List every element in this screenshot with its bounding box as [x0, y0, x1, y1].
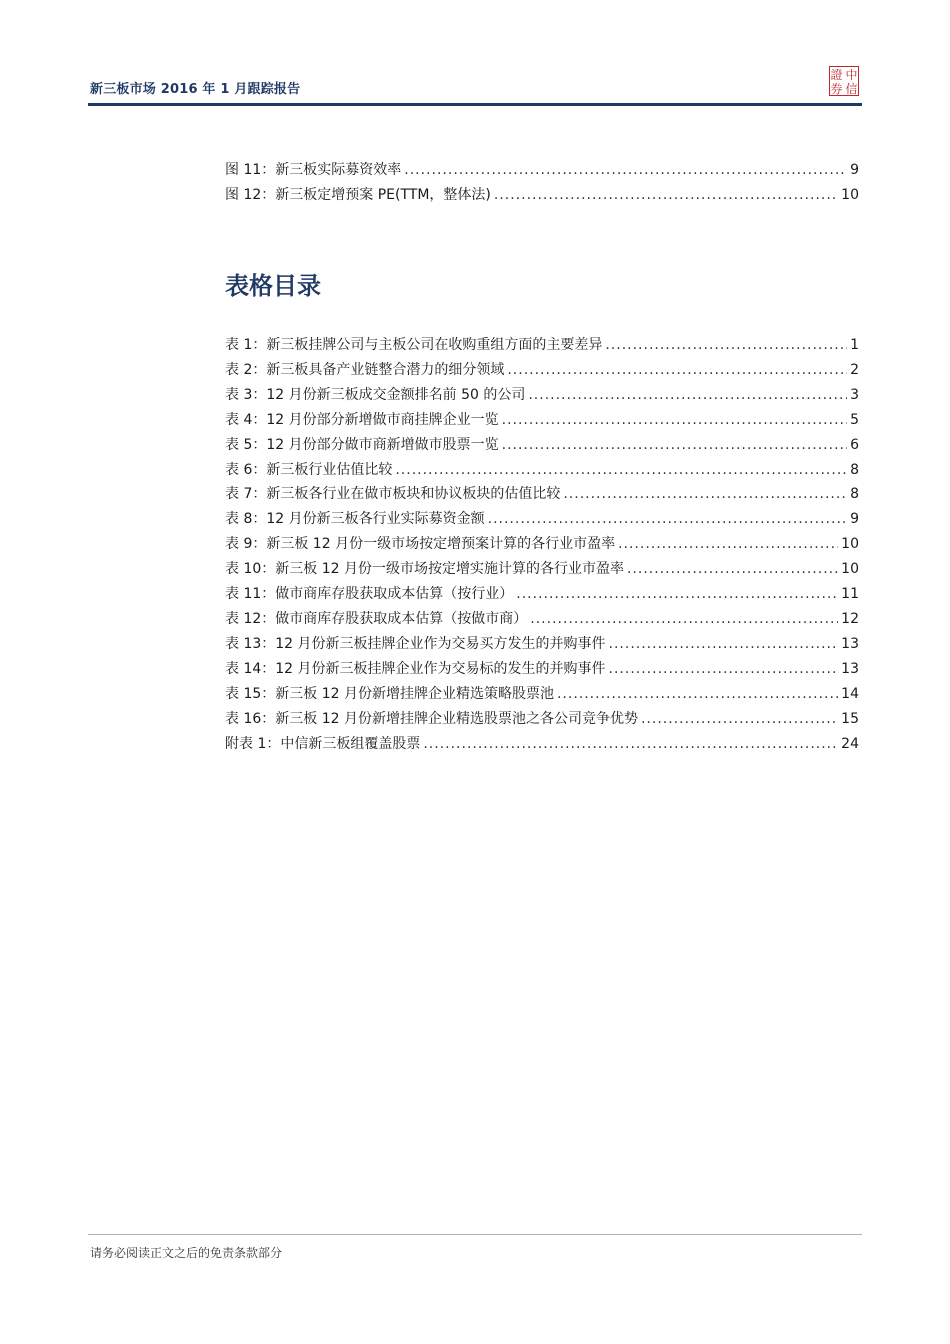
table-entry-label: 表 3：12 月份新三板成交金额排名前 50 的公司 [225, 386, 526, 403]
table-entry-label: 表 10：新三板 12 月份一级市场按定增实施计算的各行业市盈率 [225, 561, 624, 578]
table-entry-label: 表 8：12 月份新三板各行业实际募资金额 [225, 511, 485, 528]
table-entry-page-number: 15 [841, 710, 859, 727]
table-entry[interactable] [225, 557, 859, 582]
table-entry-page-number: 3 [850, 386, 859, 403]
table-entry-label: 表 13：12 月份新三板挂牌企业作为交易买方发生的并购事件 [225, 635, 606, 652]
table-entry-page-number: 5 [850, 411, 859, 428]
table-entry[interactable] [225, 482, 859, 507]
table-entry[interactable] [225, 532, 859, 557]
table-entry[interactable] [225, 657, 859, 682]
table-entry[interactable] [225, 732, 859, 757]
table-entry[interactable] [225, 408, 859, 433]
table-entry-label: 表 6：新三板行业估值比较 [225, 461, 393, 478]
dot-leader [627, 557, 838, 582]
svg-text:券: 券 [830, 82, 843, 96]
dot-leader [423, 732, 838, 757]
table-entry-page-number: 8 [850, 461, 859, 478]
dot-leader [557, 682, 838, 707]
dot-leader [641, 707, 838, 732]
footer-divider [88, 1234, 862, 1235]
table-entry-label: 表 7：新三板各行业在做市板块和协议板块的估值比较 [225, 486, 561, 503]
table-entry-label: 表 4：12 月份部分新增做市商挂牌企业一览 [225, 411, 499, 428]
figure-entry-page-number: 10 [841, 186, 859, 203]
table-entry-page-number: 1 [850, 337, 859, 353]
table-entry-label: 表 15：新三板 12 月份新增挂牌企业精选策略股票池 [225, 685, 554, 702]
figure-entry-label: 图 12：新三板定增预案 PE(TTM，整体法) [225, 186, 491, 203]
dot-leader [609, 632, 839, 657]
table-entry-page-number: 12 [841, 610, 859, 627]
figure-entry-label: 图 11：新三板实际募资效率 [225, 162, 402, 178]
table-entry[interactable] [225, 458, 859, 483]
table-entry[interactable] [225, 582, 859, 607]
dot-leader [609, 657, 839, 682]
citic-securities-logo [829, 66, 859, 96]
dot-leader [488, 507, 847, 532]
table-entry-label: 表 1：新三板挂牌公司与主板公司在收购重组方面的主要差异 [225, 337, 603, 353]
table-entry[interactable] [225, 383, 859, 408]
table-entry[interactable] [225, 607, 859, 632]
dot-leader [404, 158, 847, 183]
dot-leader [618, 532, 838, 557]
table-entry-label: 表 16：新三板 12 月份新增挂牌企业精选股票池之各公司竞争优势 [225, 710, 638, 727]
figure-entry[interactable] [225, 158, 859, 183]
table-entry-label: 表 12：做市商库存股获取成本估算（按做市商） [225, 610, 528, 627]
figure-entry-page-number: 9 [850, 162, 859, 178]
table-entry-label: 表 14：12 月份新三板挂牌企业作为交易标的发生的并购事件 [225, 660, 606, 677]
table-entry-page-number: 13 [841, 635, 859, 652]
table-entry-page-number: 10 [841, 561, 859, 578]
figure-entry[interactable] [225, 183, 859, 208]
dot-leader [563, 482, 847, 507]
table-entry[interactable] [225, 358, 859, 383]
dot-leader [528, 383, 847, 408]
table-entry[interactable] [225, 333, 859, 358]
table-entry-label: 表 11：做市商库存股获取成本估算（按行业） [225, 586, 514, 603]
dot-leader [395, 458, 847, 483]
disclaimer-footer: 请务必阅读正文之后的免责条款部分 [90, 1246, 283, 1260]
svg-text:中: 中 [845, 68, 858, 82]
table-entry-page-number: 13 [841, 660, 859, 677]
table-entry-page-number: 6 [850, 436, 859, 453]
table-entry-page-number: 14 [841, 685, 859, 702]
table-entry-page-number: 10 [841, 536, 859, 553]
table-entry-page-number: 9 [850, 511, 859, 528]
header-divider [88, 103, 862, 106]
table-entry-label: 表 9：新三板 12 月份一级市场按定增预案计算的各行业市盈率 [225, 536, 616, 553]
dot-leader [494, 183, 838, 208]
report-header-title: 新三板市场 2016 年 1 月跟踪报告 [90, 82, 301, 97]
figure-list [225, 158, 859, 208]
table-entry-label: 附表 1：中信新三板组覆盖股票 [225, 735, 421, 752]
dot-leader [502, 408, 847, 433]
svg-text:信: 信 [845, 82, 858, 96]
dot-leader [507, 358, 847, 383]
dot-leader [530, 607, 838, 632]
table-entry-page-number: 2 [850, 361, 859, 378]
table-list [225, 333, 859, 756]
table-entry[interactable] [225, 707, 859, 732]
dot-leader [605, 333, 847, 358]
table-entry[interactable] [225, 433, 859, 458]
dot-leader [502, 433, 847, 458]
table-entry-page-number: 11 [841, 586, 859, 603]
table-entry[interactable] [225, 507, 859, 532]
tables-section-title: 表格目录 [225, 272, 321, 300]
svg-text:證: 證 [830, 68, 843, 82]
table-entry-page-number: 24 [841, 735, 859, 752]
table-entry[interactable] [225, 632, 859, 657]
table-entry[interactable] [225, 682, 859, 707]
dot-leader [516, 582, 838, 607]
table-entry-label: 表 2：新三板具备产业链整合潜力的细分领域 [225, 361, 505, 378]
table-entry-label: 表 5：12 月份部分做市商新增做市股票一览 [225, 436, 499, 453]
table-entry-page-number: 8 [850, 486, 859, 503]
